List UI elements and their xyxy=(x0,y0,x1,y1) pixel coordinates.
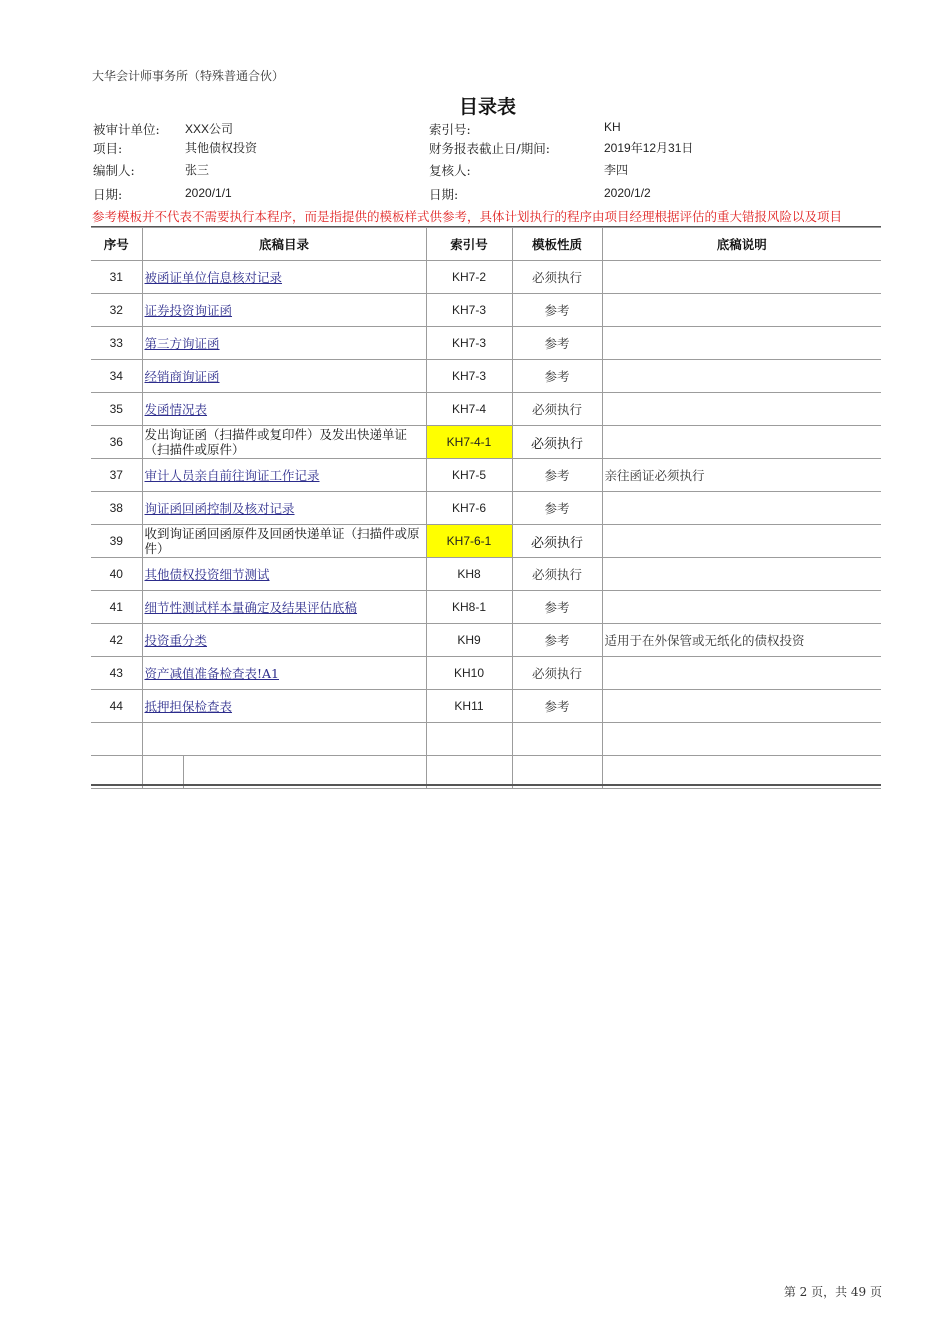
workpaper-link[interactable]: 抵押担保检查表 xyxy=(144,699,233,714)
table-bottom-rule xyxy=(91,784,881,786)
empty-cell xyxy=(512,723,602,756)
row-type: 必须执行 xyxy=(512,657,602,690)
row-index-highlighted: KH7-6-1 xyxy=(426,525,512,558)
row-name-cell xyxy=(142,360,426,393)
row-type: 必须执行 xyxy=(512,393,602,426)
table-row xyxy=(91,426,881,459)
row-name-cell xyxy=(142,393,426,426)
row-no: 33 xyxy=(91,327,142,360)
row-index: KH11 xyxy=(426,690,512,723)
row-index: KH8-1 xyxy=(426,591,512,624)
row-index: KH7-4 xyxy=(426,393,512,426)
period-value: 2019年12月31日 xyxy=(604,141,694,155)
workpaper-link[interactable]: 审计人员亲自前往询证工作记录 xyxy=(144,468,320,483)
row-desc xyxy=(602,492,881,525)
row-name-cell xyxy=(142,294,426,327)
index-value: KH xyxy=(604,120,621,134)
row-type: 参考 xyxy=(512,327,602,360)
row-no: 32 xyxy=(91,294,142,327)
row-no: 40 xyxy=(91,558,142,591)
row-type: 必须执行 xyxy=(512,558,602,591)
row-desc xyxy=(602,393,881,426)
row-name-cell xyxy=(142,459,426,492)
table-row xyxy=(91,261,881,294)
row-index: KH10 xyxy=(426,657,512,690)
col-header-type: 模板性质 xyxy=(512,228,602,261)
row-type: 参考 xyxy=(512,360,602,393)
row-type: 参考 xyxy=(512,459,602,492)
row-name-cell xyxy=(142,558,426,591)
table-row xyxy=(91,327,881,360)
preparer-value: 张三 xyxy=(185,163,210,177)
workpaper-link[interactable]: 投资重分类 xyxy=(144,633,208,648)
row-desc xyxy=(602,690,881,723)
template-note: 参考模板并不代表不需要执行本程序，而是指提供的模板样式供参考，具体计划执行的程序由项目经理根据评估的重大错报风险以及项目 xyxy=(92,209,843,224)
row-type: 参考 xyxy=(512,690,602,723)
row-desc xyxy=(602,294,881,327)
row-desc xyxy=(602,426,881,459)
row-type: 必须执行 xyxy=(512,525,602,558)
row-name-cell xyxy=(142,657,426,690)
workpaper-link[interactable]: 经销商询证函 xyxy=(144,369,220,384)
row-desc xyxy=(602,558,881,591)
date2-value: 2020/1/2 xyxy=(604,186,651,200)
row-name-cell xyxy=(142,492,426,525)
workpaper-link[interactable]: 发函情况表 xyxy=(144,402,208,417)
table-row xyxy=(91,624,881,657)
row-no: 37 xyxy=(91,459,142,492)
reviewer-value: 李四 xyxy=(604,163,629,177)
row-index: KH7-6 xyxy=(426,492,512,525)
col-header-desc: 底稿说明 xyxy=(602,228,881,261)
page-title: 目录表 xyxy=(458,96,516,118)
audited-unit-label: 被审计单位: xyxy=(93,122,160,137)
row-desc xyxy=(602,360,881,393)
row-desc xyxy=(602,525,881,558)
row-index: KH9 xyxy=(426,624,512,657)
col-header-name: 底稿目录 xyxy=(142,228,426,261)
table-row xyxy=(91,360,881,393)
preparer-label: 编制人: xyxy=(93,163,135,178)
row-desc xyxy=(602,327,881,360)
row-index: KH7-3 xyxy=(426,360,512,393)
row-no: 38 xyxy=(91,492,142,525)
row-name-cell xyxy=(142,690,426,723)
period-label: 财务报表截止日/期间: xyxy=(429,141,550,156)
workpaper-link[interactable]: 证券投资询证函 xyxy=(144,303,233,318)
row-index: KH7-3 xyxy=(426,294,512,327)
row-type: 参考 xyxy=(512,624,602,657)
table-row xyxy=(91,558,881,591)
row-type: 参考 xyxy=(512,492,602,525)
table-row xyxy=(91,591,881,624)
date1-label: 日期: xyxy=(93,187,123,202)
table-row xyxy=(91,393,881,426)
col-header-index: 索引号 xyxy=(426,228,512,261)
workpaper-link[interactable]: 其他债权投资细节测试 xyxy=(144,567,270,582)
table-row xyxy=(91,657,881,690)
table-row xyxy=(91,294,881,327)
row-no: 43 xyxy=(91,657,142,690)
row-type: 参考 xyxy=(512,591,602,624)
row-desc xyxy=(602,261,881,294)
row-no: 44 xyxy=(91,690,142,723)
empty-cell xyxy=(91,723,142,756)
workpaper-link[interactable]: 细节性测试样本量确定及结果评估底稿 xyxy=(144,600,358,615)
row-no: 34 xyxy=(91,360,142,393)
project-value: 其他债权投资 xyxy=(185,141,258,155)
table-row xyxy=(91,492,881,525)
date1-value: 2020/1/1 xyxy=(185,186,232,200)
audited-unit-value: XXX公司 xyxy=(185,122,234,136)
row-desc xyxy=(602,657,881,690)
workpaper-link[interactable]: 资产减值准备检查表!A1 xyxy=(144,666,280,681)
table-row xyxy=(91,459,881,492)
row-no: 41 xyxy=(91,591,142,624)
project-label: 项目: xyxy=(93,141,123,156)
empty-cell xyxy=(426,723,512,756)
row-desc xyxy=(602,591,881,624)
table-row xyxy=(91,525,881,558)
row-no: 35 xyxy=(91,393,142,426)
table-row xyxy=(91,690,881,723)
page-number: 第 2 页，共 49 页 xyxy=(783,1285,882,1299)
table-header-row xyxy=(91,228,881,261)
reviewer-label: 复核人: xyxy=(429,163,471,178)
workpaper-link[interactable]: 询证函回函控制及核对记录 xyxy=(144,501,295,516)
empty-row xyxy=(91,723,881,756)
row-type: 必须执行 xyxy=(512,426,602,459)
row-name: 收到询证函回函原件及回函快递单证（扫描件或原件） xyxy=(142,525,426,558)
col-header-no: 序号 xyxy=(91,228,142,261)
row-name-cell xyxy=(142,327,426,360)
row-no: 42 xyxy=(91,624,142,657)
empty-cell xyxy=(142,723,426,756)
row-name: 发出询证函（扫描件或复印件）及发出快递单证（扫描件或原件） xyxy=(142,426,426,459)
row-name-cell xyxy=(142,261,426,294)
date2-label: 日期: xyxy=(429,187,459,202)
row-no: 36 xyxy=(91,426,142,459)
workpaper-link[interactable]: 被函证单位信息核对记录 xyxy=(144,270,283,285)
row-name-cell xyxy=(142,591,426,624)
row-no: 31 xyxy=(91,261,142,294)
row-desc: 亲往函证必须执行 xyxy=(602,459,881,492)
row-index: KH7-5 xyxy=(426,459,512,492)
empty-cell xyxy=(602,723,881,756)
row-index-highlighted: KH7-4-1 xyxy=(426,426,512,459)
workpaper-link[interactable]: 第三方询证函 xyxy=(144,336,220,351)
catalog-table xyxy=(91,227,881,789)
row-type: 必须执行 xyxy=(512,261,602,294)
row-name-cell xyxy=(142,624,426,657)
row-index: KH8 xyxy=(426,558,512,591)
row-desc: 适用于在外保管或无纸化的债权投资 xyxy=(602,624,881,657)
row-index: KH7-2 xyxy=(426,261,512,294)
index-label: 索引号: xyxy=(429,122,471,137)
row-no: 39 xyxy=(91,525,142,558)
firm-name: 大华会计师事务所（特殊普通合伙） xyxy=(92,69,285,83)
row-type: 参考 xyxy=(512,294,602,327)
row-index: KH7-3 xyxy=(426,327,512,360)
